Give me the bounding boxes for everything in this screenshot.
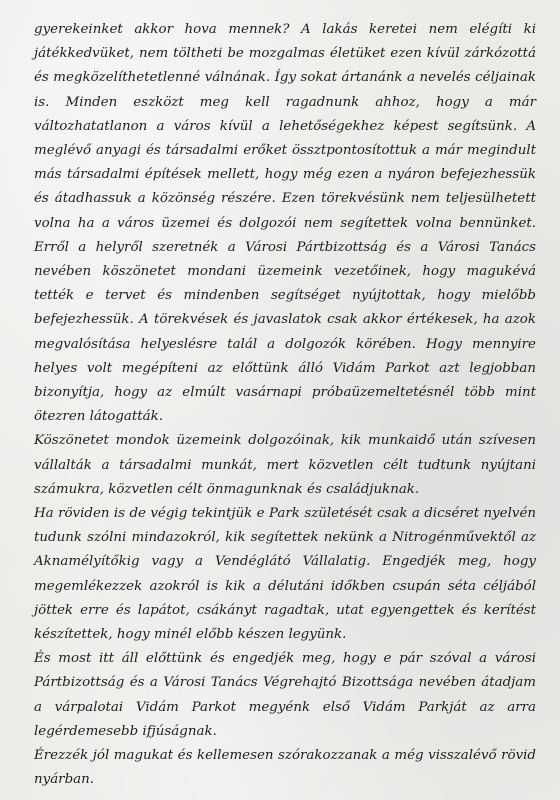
paragraph-5: Érezzék jól magukat és kellemesen szórakozzanak a még visszalévő rövid nyárban. bbox=[34, 748, 536, 788]
paragraph-4: És most itt áll előttünk és engedjék meg, hogy e pár szóval a városi Pártbizottság és a Városi Tanács Végrehajtó Bizottsága nevében átadjam a várpalotai Vidám Parkot megyénk első Vidám Parkját az arra legérdemesebb ifjúságnak. bbox=[34, 651, 536, 739]
paragraph-3: Ha röviden is de végig tekintjük e Park születését csak a dicséret nyelvén tudunk szólni mindazokról, kik segítettek nekünk a Nitrogénművektől az Aknamélyítőkig vagy a Vendéglátó Vállalatig. Engedjék meg, hogy megemlékezzek azokról is kik a délutáni időkben csupán séta céljából jöttek erre és lapátot, csákányt ragadtak, utat egyengettek és kerítést készítettek, hogy minél előbb készen legyünk. bbox=[34, 506, 536, 643]
document-body bbox=[34, 18, 536, 793]
paragraph-1: gyerekeinket akkor hova mennek? A lakás keretei nem elégíti ki játékkedvüket, nem töltheti be mozgalmas életüket ezen kívül zárkózottá és megközelíthetetlenné válnának. Így sokat ártanánk a nevelés céljainak is. Minden eszközt meg kell ragadnunk ahhoz, hogy a már változhatatlanon a város kívül a lehetőségekhez képest segítsünk. A meglévő anyagi és társadalmi erőket össztpontosítottuk a már megindult más társadalmi építések mellett, hogy még ezen a nyáron befejezhessük és átadhassuk a közönség részére. Ezen törekvésünk nem teljesülhetett volna ha a város üzemei és dolgozói nem segítettek volna bennünket. Erről a helyről szeretnék a Városi Pártbizottság és a Városi Tanács nevében köszönetet mondani üzemeink vezetőinek, hogy magukévá tették e tervet és mindenben segítséget nyújtottak, hogy mielőbb befejezhessük. A törekvések és javaslatok csak akkor értékesek, ha azok megvalósítása helyeslésre talál a dolgozók körében. Hogy mennyire helyes volt megépíteni az előttünk álló Vidám Parkot azt legjobban bizonyítja, hogy az elmúlt vasárnapi próbaüzemeltetésnél több mint ötezren látogatták. bbox=[34, 22, 536, 425]
paragraph-2: Köszönetet mondok üzemeink dolgozóinak, kik munkaidő után szívesen vállalták a társadalmi munkát, mert közvetlen célt tudtunk nyújtani számukra, közvetlen célt önmagunknak és családjuknak. bbox=[34, 433, 536, 497]
